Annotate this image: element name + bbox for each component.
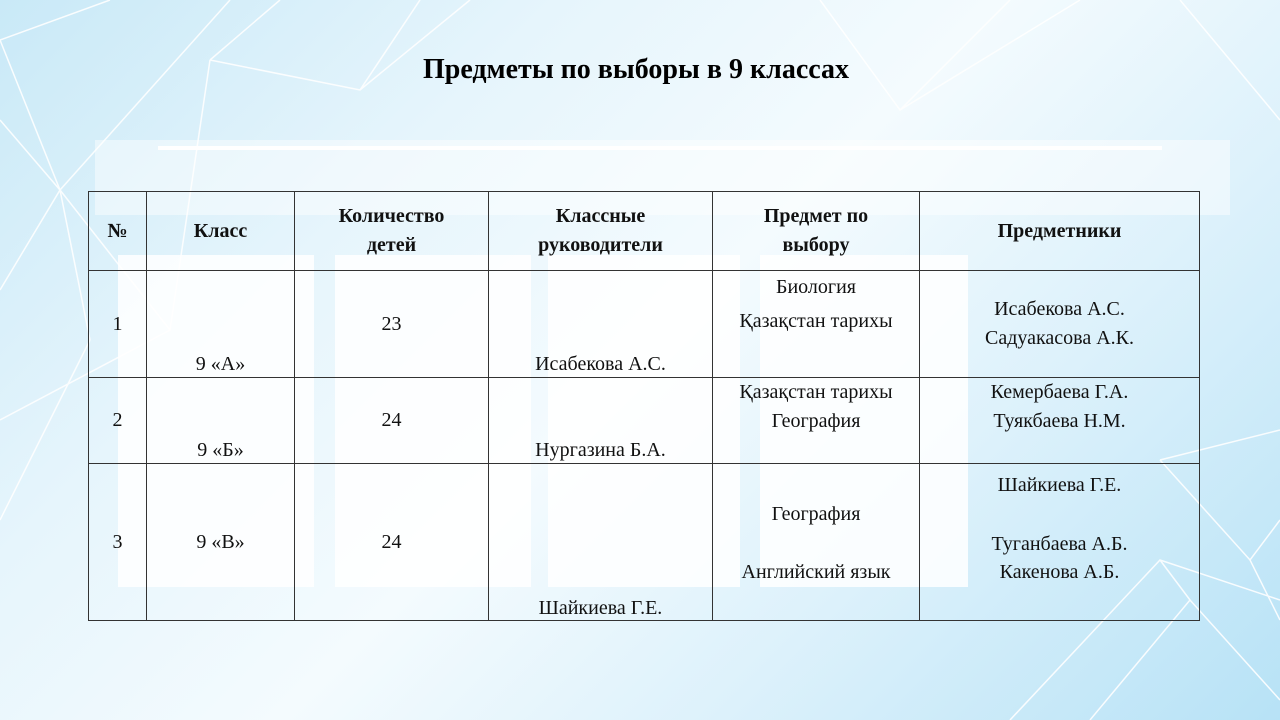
row-count <box>295 271 489 378</box>
row-class-text: 9 «А» <box>195 353 246 375</box>
header-subject-teachers: Предметники <box>920 192 1200 271</box>
row-subjects <box>713 464 920 621</box>
row-teacher-2: Туганбаева А.Б. <box>991 533 1128 555</box>
title-underline <box>158 146 1162 150</box>
row-subjects <box>713 271 920 378</box>
row-class <box>147 378 295 464</box>
row-teacher-1: Исабекова А.С. <box>994 298 1125 320</box>
elective-subjects-table <box>88 191 1200 621</box>
header-elective-line1: Предмет по <box>763 205 869 227</box>
row-number <box>89 378 147 464</box>
header-count-line1: Количество <box>338 205 445 227</box>
row-homeroom-text: Нургазина Б.А. <box>535 439 666 461</box>
row-number-text: 2 <box>112 409 123 431</box>
header-count-line2: детей <box>366 234 417 256</box>
row-subject-1: Қазақстан тарихы <box>739 381 893 403</box>
row-teacher-2: Садуакасова А.К. <box>984 327 1134 349</box>
row-count <box>295 378 489 464</box>
row-homeroom-text: Шайкиева Г.Е. <box>538 597 663 619</box>
row-teacher-2: Туякбаева Н.М. <box>993 410 1126 432</box>
row-number <box>89 464 147 621</box>
row-subject-1: Биология <box>775 276 856 298</box>
row-class <box>147 464 295 621</box>
row-subject-2: Английский язык <box>741 561 891 583</box>
table-row <box>89 378 1200 464</box>
row-homeroom <box>489 378 713 464</box>
row-class-text: 9 «В» <box>196 531 245 553</box>
table-row <box>89 464 1200 621</box>
row-count <box>295 464 489 621</box>
table-header-row <box>89 192 1200 271</box>
row-teacher-3: Какенова А.Б. <box>999 561 1120 583</box>
header-count <box>295 192 489 271</box>
header-homeroom-line1: Классные <box>555 205 646 227</box>
header-class: Класс <box>147 192 295 271</box>
row-subjects <box>713 378 920 464</box>
row-subject-2: География <box>771 410 861 432</box>
row-teachers <box>920 464 1200 621</box>
header-homeroom-teachers <box>489 192 713 271</box>
row-teacher-1: Кемербаева Г.А. <box>990 381 1129 403</box>
row-homeroom-text: Исабекова А.С. <box>535 353 666 375</box>
row-teachers <box>920 378 1200 464</box>
slide-title: Предметы по выборы в 9 классах <box>422 54 850 85</box>
row-homeroom <box>489 271 713 378</box>
row-count-text: 24 <box>381 531 402 553</box>
row-subject-2: Қазақстан тарихы <box>739 310 893 332</box>
row-number <box>89 271 147 378</box>
header-number: № <box>89 192 147 271</box>
row-class <box>147 271 295 378</box>
row-subject-1: География <box>771 503 861 525</box>
row-teachers <box>920 271 1200 378</box>
row-number-text: 3 <box>112 531 123 553</box>
row-homeroom <box>489 464 713 621</box>
header-elective-line2: выбору <box>782 234 850 256</box>
header-elective-subject <box>713 192 920 271</box>
table-row <box>89 271 1200 378</box>
header-homeroom-line2: руководители <box>538 234 663 256</box>
row-count-text: 24 <box>381 409 402 431</box>
row-teacher-1: Шайкиева Г.Е. <box>997 474 1122 496</box>
row-number-text: 1 <box>112 313 123 335</box>
row-class-text: 9 «Б» <box>197 439 244 461</box>
row-count-text: 23 <box>381 313 402 335</box>
